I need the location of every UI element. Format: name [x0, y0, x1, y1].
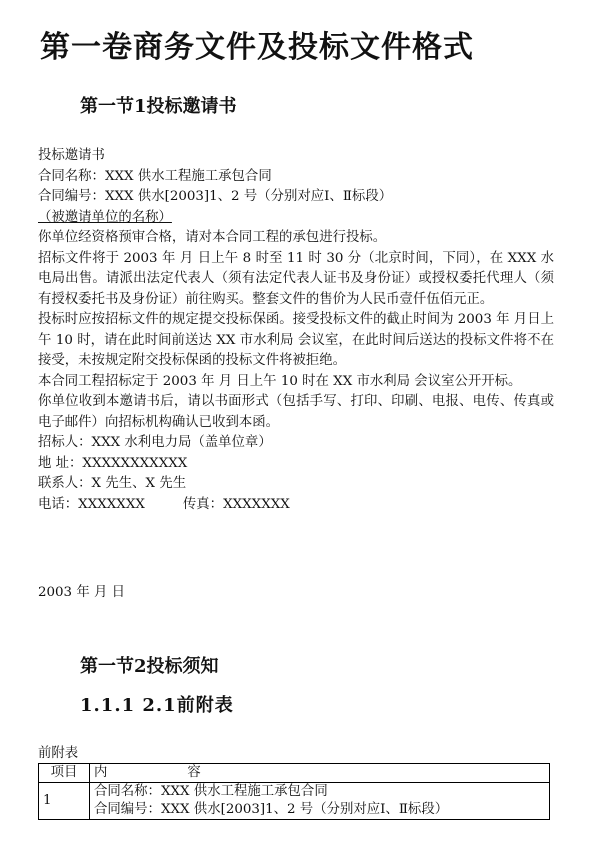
row-item-number: 1	[39, 783, 90, 820]
table-header-row	[39, 764, 550, 783]
bid-opening-paragraph: 本合同工程招标定于 2003 年 月 日上午 10 时在 XX 市水利局 会议室公开开标。	[38, 373, 522, 389]
subsection-heading-appendix: 1.1.1 2.1前附表	[80, 695, 234, 716]
section-heading-instructions: 第一节2投标须知	[80, 656, 219, 677]
invitation-body	[38, 146, 554, 515]
header-content-b: 容	[187, 765, 201, 780]
date-line: 2003 年 月 日	[38, 585, 126, 600]
contract-number-line: 合同编号：XXX 供水[2003]1、2 号（分别对应Ⅰ、Ⅱ标段）	[38, 189, 393, 204]
header-content-a: 内	[94, 765, 108, 780]
bid-bond-paragraph: 投标时应按招标文件的规定提交投标保函。接受投标文件的截止时间为 2003 年 月日上午 10 时，请在此时间前送达 XX 市水利局 会议室，在此时间后送达的投标文件将不在接受，未按规定附交投标保函的投标文件将被拒绝。	[38, 312, 554, 368]
appendix-table	[38, 763, 550, 820]
header-item: 项目	[39, 764, 90, 783]
table-caption: 前附表	[38, 746, 79, 761]
phone-fax-line	[38, 495, 554, 516]
prequalification-line: 你单位经资格预审合格，请对本合同工程的承包进行投标。	[38, 230, 387, 245]
tender-sale-paragraph: 招标文件将于 2003 年 月 日上午 8 时至 11 时 30 分（北京时间，下同），在 XXX 水电局出售。请派出法定代表人（须有法定代表人证书及身份证）或授权委托代理人（须有授权委托书及身份证）前往购买。整套文件的售价为人民币壹仟伍佰元正。	[38, 250, 554, 307]
invitation-title-line: 投标邀请书	[38, 148, 105, 163]
phone-text: 电话：XXXXXXX	[38, 496, 145, 512]
header-content	[90, 764, 550, 783]
fax-text: 传真：XXXXXXX	[182, 496, 290, 512]
confirmation-paragraph: 你单位收到本邀请书后，请以书面形式（包括手写、打印、印刷、电报、电传、传真或电子邮件）向招标机构确认已收到本函。	[38, 394, 554, 430]
row-content-line1: 合同名称：XXX 供水工程施工承包合同	[94, 784, 328, 799]
table-row	[39, 783, 550, 820]
address-line: 地 址：XXXXXXXXXXX	[38, 455, 188, 471]
contract-name-line: 合同名称：XXX 供水工程施工承包合同	[38, 168, 272, 184]
row-content	[90, 783, 550, 820]
tenderer-line: 招标人：XXX 水利电力局（盖单位章）	[38, 435, 272, 450]
row-content-line2: 合同编号：XXX 供水[2003]1、2 号（分别对应Ⅰ、Ⅱ标段）	[94, 802, 449, 817]
contact-line: 联系人：X 先生、X 先生	[38, 476, 187, 491]
volume-title: 第一卷商务文件及投标文件格式	[40, 30, 474, 65]
section-heading-invitation: 第一节1投标邀请书	[80, 96, 237, 117]
invitee-name-line: （被邀请单位的名称）	[38, 209, 172, 225]
